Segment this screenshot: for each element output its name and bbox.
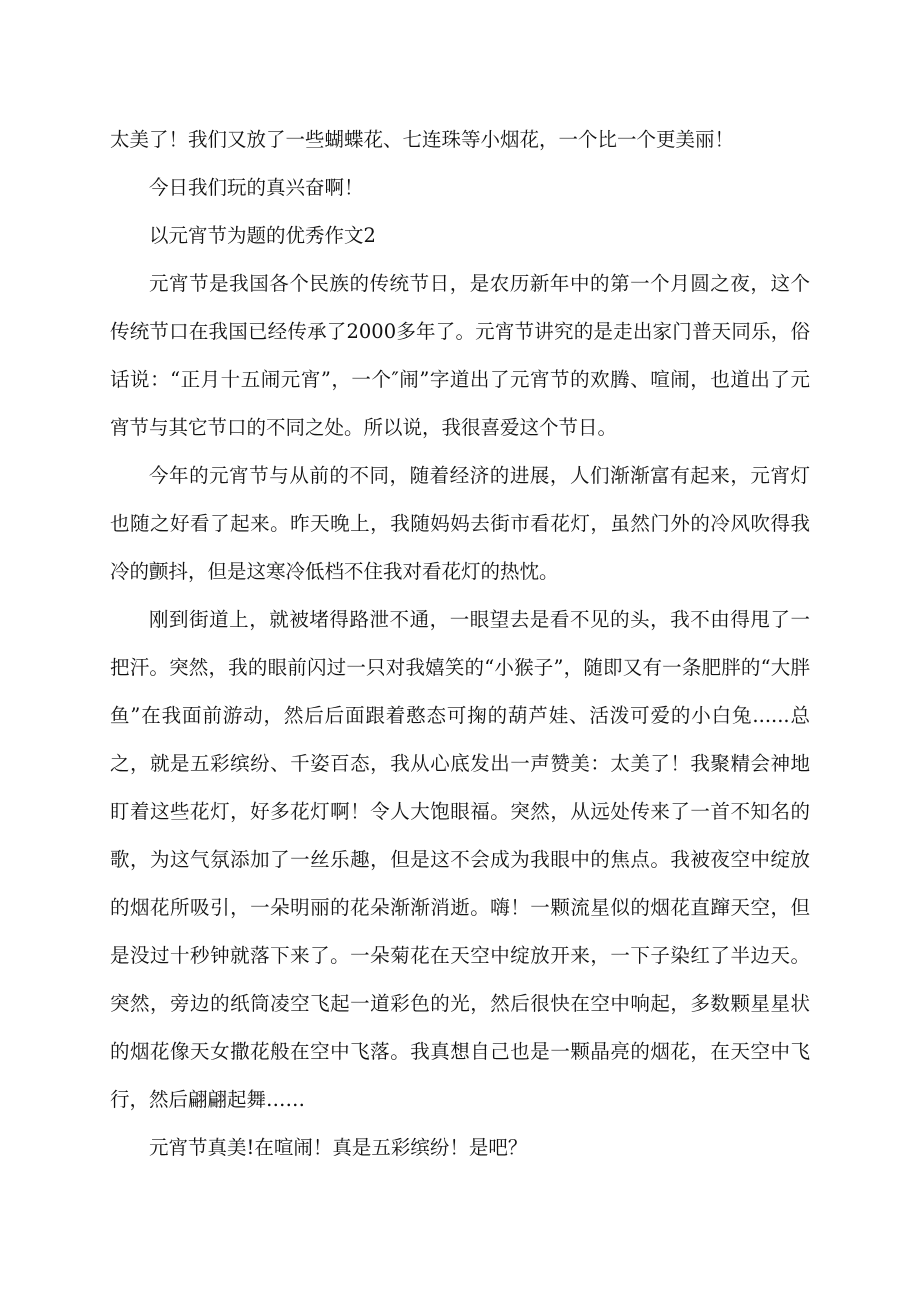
paragraph-5: 刚到街道上，就被堵得路泄不通，一眼望去是看不见的头，我不由得甩了一把汗。突然，我的眼前闪过一只对我嬉笑的“小猴子”，随即又有一条肥胖的“大胖鱼”在我面前游动，然后后面跟着憨态可掬的葫芦娃、活泼可爱的小白兔......总之，就是五彩缤纷、千姿百态，我从心底发出一声赞美：太美了！我聚精会神地盯着这些花灯，好多花灯啊！令人大饱眼福。突然，从远处传来了一首不知名的歌，为这气氛添加了一丝乐趣，但是这不会成为我眼中的焦点。我被夜空中绽放的烟花所吸引，一朵明丽的花朵渐渐消逝。嗨！一颗流星似的烟花直蹿天空，但是没过十秒钟就落下来了。一朵菊花在天空中绽放开来，一下子染红了半边天。突然，旁边的纸筒凌空飞起一道彩色的光，然后很快在空中响起，多数颗星星状的烟花像天女撒花般在空中飞落。我真想自己也是一颗晶亮的烟花，在天空中飞行，然后翩翩起舞…… (110, 608, 810, 1111)
paragraph-3: 元宵节是我国各个民族的传统节日，是农历新年中的第一个月圆之夜，这个传统节口在我国已经传承了2000多年了。元宵节讲究的是走出家门普天同乐，俗话说：“正月十五闹元宵”，一个″闹”字道出了元宵节的欢腾、喧闹，也道出了元宵节与其它节口的不同之处。所以说，我很喜爱这个节日。 (110, 272, 810, 439)
essay-heading: 以元宵节为题的优秀作文2 (149, 224, 376, 247)
paragraph-4: 今年的元宵节与从前的不同，随着经济的进展，人们渐渐富有起来，元宵灯也随之好看了起来。昨天晚上，我随妈妈去街市看花灯，虽然门外的冷风吹得我冷的颤抖，但是这寒冷低档不住我对看花灯的热忱。 (110, 464, 810, 583)
paragraph-1: 太美了！我们又放了一些蝴蝶花、七连珠等小烟花，一个比一个更美丽！ (110, 128, 735, 151)
paragraph-6: 元宵节真美!在喧闹！真是五彩缤纷！是吧？ (149, 1136, 528, 1159)
paragraph-2: 今日我们玩的真兴奋啊！ (149, 176, 364, 199)
essay-body (110, 116, 810, 1172)
